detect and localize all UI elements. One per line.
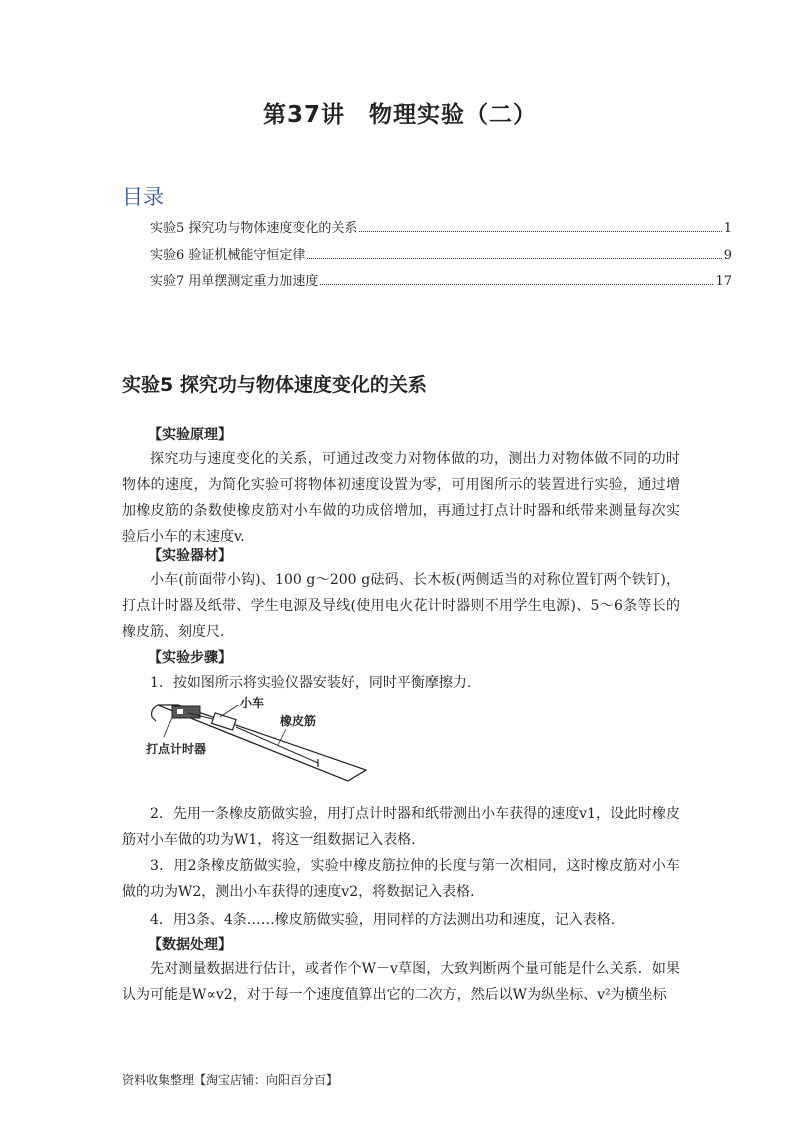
toc-item-2[interactable] — [150, 243, 732, 263]
toc-leader-dots — [307, 258, 721, 259]
step-4-text: 4．用3条、4条……橡皮筋做实验，用同样的方法测出功和速度，记入表格. — [150, 912, 616, 928]
toc-item-1[interactable] — [150, 216, 732, 236]
toc-leader-dots — [320, 284, 713, 285]
data-processing-label: 【数据处理】 — [148, 937, 232, 953]
toc-item-page: 9 — [723, 248, 732, 263]
toc-item-label: 实验6 验证机械能守恒定律 — [150, 248, 306, 263]
timer-device — [172, 706, 200, 718]
step-3-text: 3．用2条橡皮筋做实验，实验中橡皮筋拉伸的长度与第一次相同，这时橡皮筋对小车做的功为W2，测出小车获得的速度v2，将数据记入表格. — [122, 858, 680, 900]
toc-item-page: 17 — [715, 274, 732, 289]
page-footer: 资料收集整理【淘宝店铺：向阳百分百】 — [122, 1073, 339, 1087]
toc-heading: 目录 — [122, 185, 164, 209]
rubber-band-label: 橡皮筋 — [280, 714, 317, 728]
rubber-band — [236, 727, 318, 763]
toc-item-label: 实验5 探究功与物体速度变化的关系 — [150, 221, 358, 236]
car-label: 小车 — [240, 696, 265, 710]
toc-leader-dots — [359, 231, 721, 232]
timer-label: 打点计时器 — [146, 742, 207, 756]
step-2-text: 2．先用一条橡皮筋做实验，用打点计时器和纸带测出小车获得的速度v1，设此时橡皮筋对小车做的功为W1，将这一组数据记入表格. — [122, 806, 680, 848]
equipment-text: 小车(前面带小钩)、100 g～200 g砝码、长木板(两侧适当的对称位置钉两个铁钉)，打点计时器及纸带、学生电源及导线(使用电火花计时器则不用学生电源)、5～6条等长的橡皮筋、刻度尺. — [122, 572, 680, 640]
data-processing-text: 先对测量数据进行估计，或者作个W－v草图，大致判断两个量可能是什么关系．如果认为可能是W∝v2，对于每一个速度值算出它的二次方，然后以W为纵坐标、v²为横坐标 — [122, 961, 680, 1003]
toc-item-label: 实验7 用单摆测定重力加速度 — [150, 274, 319, 289]
section-heading: 实验5 探究功与物体速度变化的关系 — [122, 374, 427, 396]
step-1-text: 1．按如图所示将实验仪器安装好，同时平衡摩擦力. — [150, 675, 472, 691]
apparatus-figure — [128, 695, 368, 795]
equipment-label: 【实验器材】 — [148, 548, 232, 564]
page-title: 第37讲 物理实验（二） — [262, 102, 537, 128]
principle-text: 探究功与速度变化的关系，可通过改变力对物体做的功，测出力对物体做不同的功时物体的速度，为简化实验可将物体初速度设置为零，可用图所示的装置进行实验，通过增加橡皮筋的条数使橡皮筋对小车做的功成倍增加，再通过打点计时器和纸带来测量每次实验后小车的末速度v. — [122, 451, 680, 545]
toc-item-page: 1 — [723, 221, 732, 236]
steps-label: 【实验步骤】 — [148, 650, 232, 666]
principle-label: 【实验原理】 — [148, 427, 232, 443]
toc-item-3[interactable] — [150, 269, 732, 289]
